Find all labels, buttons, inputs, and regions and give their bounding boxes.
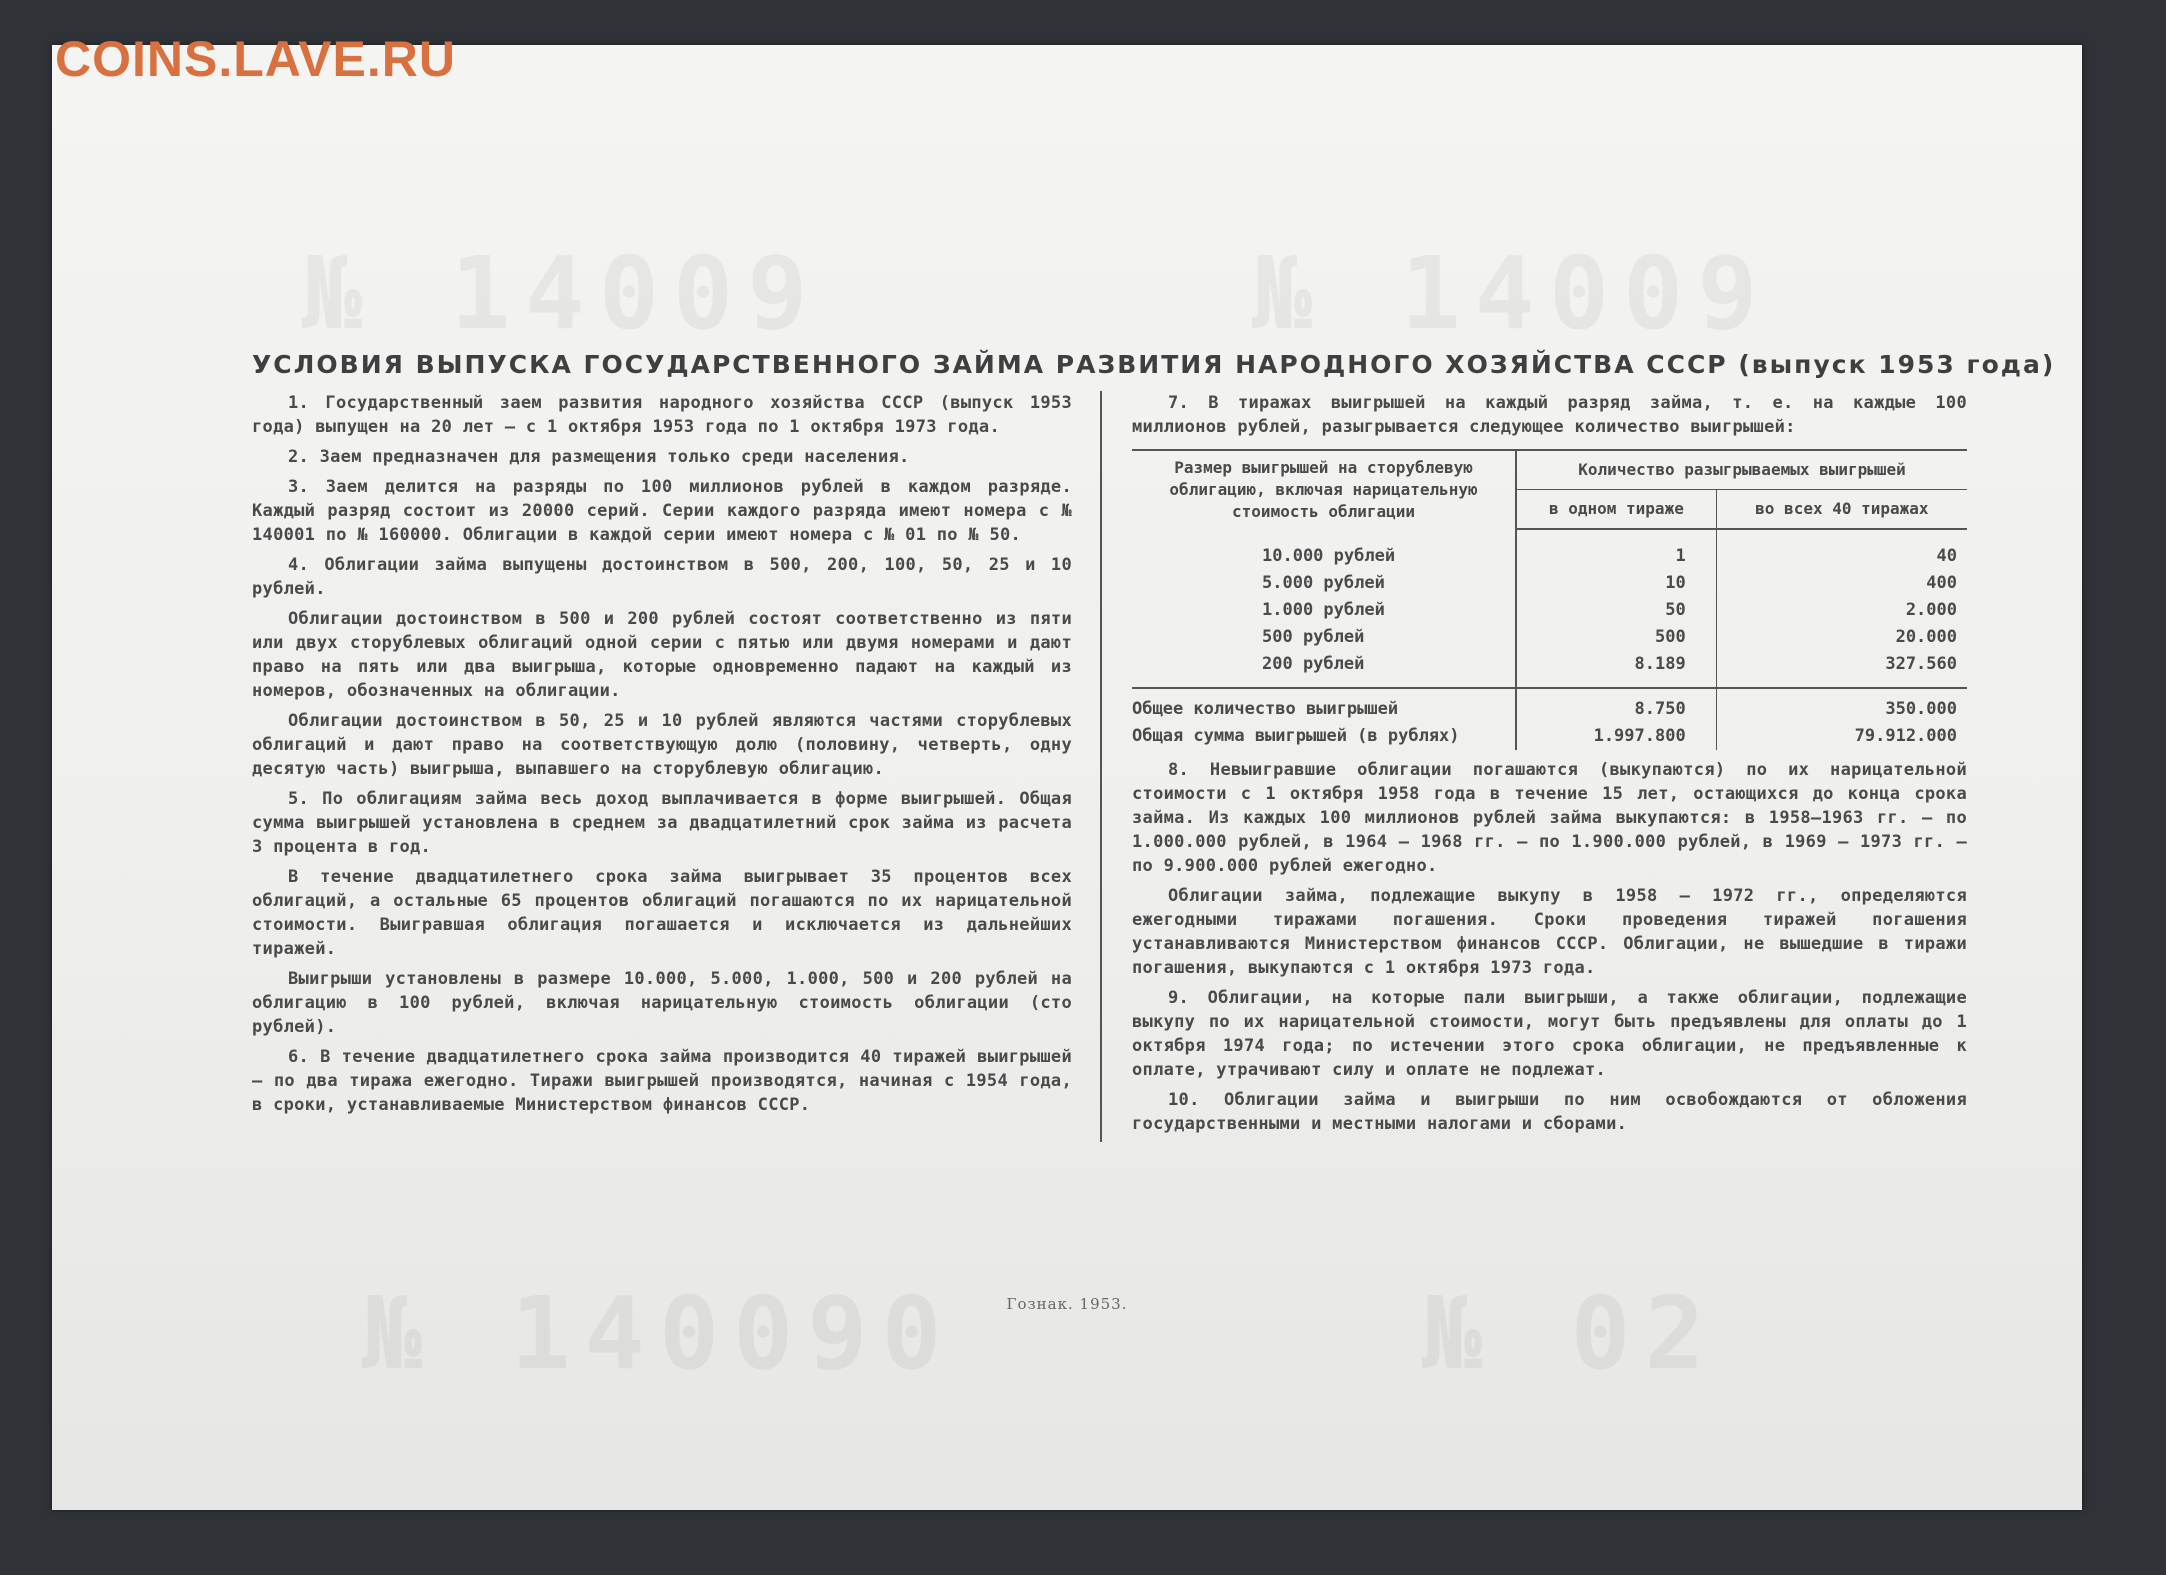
paragraph: 5. По облигациям займа весь доход выплачивается в форме выигрышей. Общая сумма выигрышей установлена в среднем за двадцатилетний срок займа из расчета 3 процента в год. xyxy=(252,789,1072,857)
paragraph: 10. Облигации займа и выигрыши по ним освобождаются от обложения государственными и местными налогами и сборами. xyxy=(1132,1090,1967,1134)
ghost-print-bottom-2: № 02 xyxy=(1422,1275,1719,1392)
cell-all: 327.560 xyxy=(1716,651,1967,688)
table-row xyxy=(1132,597,1967,624)
total-count-all: 350.000 xyxy=(1716,688,1967,723)
total-count-row xyxy=(1132,688,1967,723)
left-column xyxy=(252,391,1102,1142)
paragraph: 8. Невыигравшие облигации погашаются (выкупаются) по их нарицательной стоимости с 1 октября 1958 года в течение 15 лет, остающихся до конца срока займа. Из каждых 100 миллионов рублей займа выкупаются: в 1958—1963 гг. — по 1.000.000 рублей, в 1964 — 1968 гг. — по 1.900.000 рублей, в 1969 — 1973 гг. — по 9.900.000 рублей ежегодно. xyxy=(1132,760,1967,876)
ghost-print-bottom-1: № 140090 xyxy=(362,1275,956,1392)
cell-one: 1 xyxy=(1516,529,1716,570)
table-row xyxy=(1132,651,1967,688)
watermark-logo: COINS.LAVE.RU xyxy=(55,31,456,87)
header-prize-size: Размер выигрышей на сторублевую облигацию, включая нарицательную стоимость облигации xyxy=(1132,450,1516,529)
header-one-draw: в одном тираже xyxy=(1516,490,1716,530)
paragraph: 3. Заем делится на разряды по 100 миллионов рублей в каждом разряде. Каждый разряд состоит из 20000 серий. Серии каждого разряда имеют номера с № 140001 по № 160000. Облигации в каждой серии имеют номера с № 01 по № 50. xyxy=(252,477,1072,545)
header-all-draws: во всех 40 тиражах xyxy=(1716,490,1967,530)
paragraph: Облигации займа, подлежащие выкупу в 1958 — 1972 гг., определяются ежегодными тиражами погашения. Сроки проведения тиражей погашения устанавливаются Министерством финансов СССР. Облигации, не вышедшие в тиражи погашения, выкупаются с 1 октября 1973 года. xyxy=(1132,886,1967,978)
cell-one: 50 xyxy=(1516,597,1716,624)
cell-one: 8.189 xyxy=(1516,651,1716,688)
total-sum-label: Общая сумма выигрышей (в рублях) xyxy=(1132,726,1460,746)
two-columns xyxy=(252,391,1972,1142)
paragraph: 6. В течение двадцатилетнего срока займа производится 40 тиражей выигрышей — по два тиража ежегодно. Тиражи выигрышей производятся, начиная с 1954 года, в сроки, устанавливаемые Министерством финансов СССР. xyxy=(252,1047,1072,1115)
right-column xyxy=(1102,391,1967,1142)
total-sum-all: 79.912.000 xyxy=(1716,723,1967,750)
conditions-title: УСЛОВИЯ ВЫПУСКА ГОСУДАРСТВЕННОГО ЗАЙМА РАЗВИТИЯ НАРОДНОГО ХОЗЯЙСТВА СССР (выпуск 1953 года) xyxy=(252,350,2056,379)
paragraph: 9. Облигации, на которые пали выигрыши, а также облигации, подлежащие выкупу по их нарицательной стоимости, могут быть предъявлены для оплаты до 1 октября 1974 года; по истечении этого срока облигации, не предъявленные к оплате, утрачивают силу и оплате не подлежат. xyxy=(1132,988,1967,1080)
paragraph-intro: 7. В тиражах выигрышей на каждый разряд займа, т. е. на каждые 100 миллионов рублей, разыгрывается следующее количество выигрышей: xyxy=(1132,393,1967,437)
cell-one: 500 xyxy=(1516,624,1716,651)
cell-all: 2.000 xyxy=(1716,597,1967,624)
cell-size: 1.000 рублей xyxy=(1262,600,1385,620)
cell-all: 40 xyxy=(1716,529,1967,570)
cell-all: 20.000 xyxy=(1716,624,1967,651)
table-row xyxy=(1132,529,1967,570)
ghost-print-top-1: № 14009 xyxy=(1252,235,1772,352)
cell-size: 200 рублей xyxy=(1262,654,1365,674)
printer-imprint: Гознак. 1953. xyxy=(1006,1295,1128,1313)
table-row xyxy=(1132,570,1967,597)
total-sum-row xyxy=(1132,723,1967,750)
cell-one: 10 xyxy=(1516,570,1716,597)
table-row xyxy=(1132,624,1967,651)
paragraph: 1. Государственный заем развития народного хозяйства СССР (выпуск 1953 года) выпущен на 20 лет — с 1 октября 1953 года по 1 октября 1973 года. xyxy=(252,393,1072,437)
prize-table xyxy=(1132,449,1967,750)
cell-size: 500 рублей xyxy=(1262,627,1365,647)
ghost-print-top-2: № 14009 xyxy=(302,235,822,352)
paragraph: Облигации достоинством в 50, 25 и 10 рублей являются частями сторублевых облигаций и дают право на соответствующую долю (половину, четверть, одну десятую часть) выигрыша, выпавшего на сторублевую облигацию. xyxy=(252,711,1072,779)
bond-conditions xyxy=(252,350,2056,1142)
total-count-one: 8.750 xyxy=(1516,688,1716,723)
cell-all: 400 xyxy=(1716,570,1967,597)
cell-size: 10.000 рублей xyxy=(1262,545,1396,566)
paragraph: В течение двадцатилетнего срока займа выигрывает 35 процентов всех облигаций, а остальные 65 процентов облигаций погашаются по их нарицательной стоимости. Выигравшая облигация погашается и исключается из дальнейших тиражей. xyxy=(252,867,1072,959)
total-count-label: Общее количество выигрышей xyxy=(1132,688,1516,723)
cell-size: 5.000 рублей xyxy=(1262,573,1385,593)
paragraph: Облигации достоинством в 500 и 200 рублей состоят соответственно из пяти или двух сторублевых облигаций одной серии с пятью или двумя номерами и дают право на пять или два выигрыша, которые одновременно падают на каждый из номеров, обозначенных на облигации. xyxy=(252,609,1072,701)
paragraph: Выигрыши установлены в размере 10.000, 5.000, 1.000, 500 и 200 рублей на облигацию в 100 рублей, включая нарицательную стоимость облигации (сто рублей). xyxy=(252,969,1072,1037)
paragraph: 2. Заем предназначен для размещения только среди населения. xyxy=(288,447,910,467)
paragraph: 4. Облигации займа выпущены достоинством в 500, 200, 100, 50, 25 и 10 рублей. xyxy=(252,555,1072,599)
bond-sheet xyxy=(52,45,2082,1510)
header-quantity: Количество разыгрываемых выигрышей xyxy=(1516,450,1967,490)
total-sum-one: 1.997.800 xyxy=(1516,723,1716,750)
